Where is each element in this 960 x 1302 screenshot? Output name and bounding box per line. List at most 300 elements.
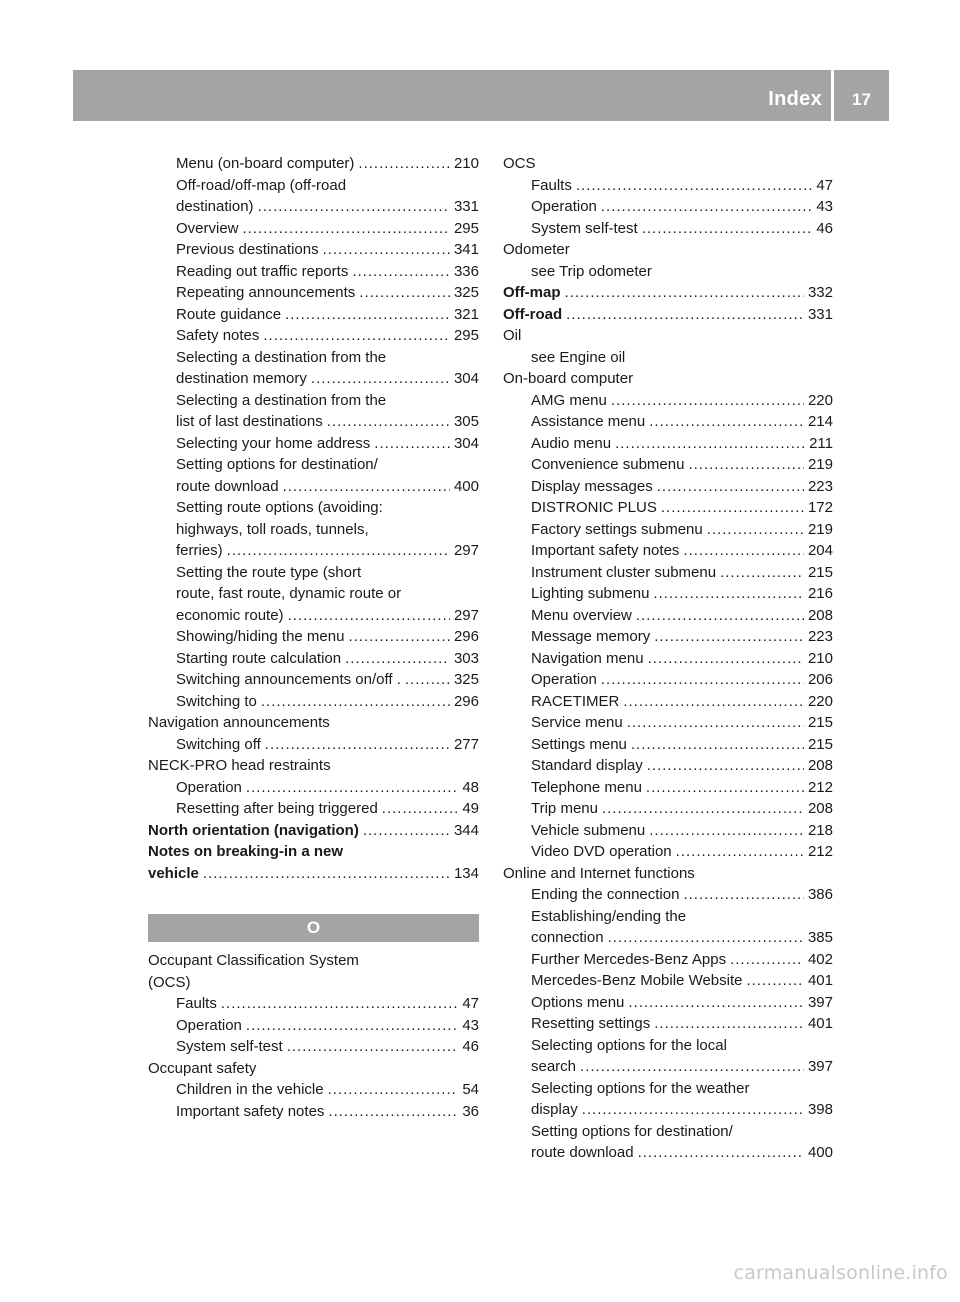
index-subentry[interactable] bbox=[148, 626, 479, 648]
leader-dots bbox=[683, 540, 804, 562]
index-subentry[interactable] bbox=[148, 218, 479, 240]
page-ref[interactable]: 214 bbox=[807, 413, 833, 430]
leader-dots bbox=[203, 863, 450, 885]
entry-text: Switching off bbox=[176, 735, 261, 753]
entry-text: Navigation menu bbox=[531, 649, 644, 667]
entry-text: Selecting your home address bbox=[176, 434, 371, 452]
index-subentry[interactable] bbox=[503, 218, 833, 240]
index-subentry[interactable] bbox=[503, 884, 833, 906]
entry-heading: vehicle bbox=[148, 864, 199, 882]
page-ref[interactable]: 219 bbox=[807, 520, 833, 538]
index-subentry[interactable] bbox=[148, 993, 479, 1015]
index-entry-line bbox=[176, 798, 479, 820]
entry-text: Important safety notes bbox=[176, 1102, 325, 1120]
index-subentry[interactable] bbox=[503, 1078, 833, 1121]
page-ref[interactable]: 48 bbox=[462, 778, 479, 796]
index-subentry[interactable] bbox=[503, 390, 833, 412]
page-ref[interactable]: 43 bbox=[462, 1016, 479, 1034]
entry-text: Reading out traffic reports bbox=[176, 262, 349, 280]
leader-dots bbox=[602, 798, 804, 820]
index-subentry[interactable] bbox=[503, 261, 833, 283]
index-subentry[interactable] bbox=[503, 433, 833, 455]
index-entry-line bbox=[531, 605, 833, 627]
index-main-entry[interactable] bbox=[148, 841, 479, 884]
index-subentry[interactable] bbox=[503, 605, 833, 627]
page-ref[interactable]: 304 bbox=[453, 434, 479, 452]
page-ref[interactable]: 296 bbox=[453, 628, 479, 645]
page-ref[interactable]: 325 bbox=[453, 671, 479, 688]
entry-text: Mercedes-Benz Mobile Website bbox=[531, 972, 743, 989]
index-subentry[interactable] bbox=[148, 347, 479, 390]
index-subentry[interactable] bbox=[148, 433, 479, 455]
entry-heading: Notes on breaking-in a new bbox=[148, 843, 344, 860]
index-column-left bbox=[148, 153, 479, 1122]
page-ref[interactable]: 295 bbox=[453, 327, 479, 344]
entry-text: Video DVD operation bbox=[531, 843, 672, 860]
entry-text: Menu (on-board computer) bbox=[176, 155, 355, 172]
page-ref[interactable]: 297 bbox=[453, 606, 479, 624]
entry-text: Setting the route type (short bbox=[176, 563, 362, 581]
index-entry-line bbox=[176, 648, 479, 670]
index-entry-line bbox=[531, 476, 833, 498]
entry-text: destination memory bbox=[176, 370, 307, 387]
index-subentry[interactable] bbox=[503, 175, 833, 197]
leader-dots bbox=[646, 777, 804, 799]
index-subentry[interactable] bbox=[148, 175, 479, 218]
index-entry-line bbox=[531, 949, 833, 971]
index-subentry[interactable] bbox=[503, 562, 833, 584]
index-entry-line bbox=[531, 1099, 833, 1121]
leader-dots bbox=[730, 949, 804, 971]
index-heading[interactable]: (OCS) bbox=[148, 973, 191, 991]
page-ref[interactable]: 210 bbox=[807, 649, 833, 667]
entry-text: Settings menu bbox=[531, 735, 627, 753]
page-ref[interactable]: 223 bbox=[807, 477, 833, 495]
page-ref[interactable]: 341 bbox=[453, 241, 479, 258]
index-entry-line bbox=[531, 1142, 833, 1164]
index-entry-line bbox=[176, 540, 479, 562]
index-subentry[interactable] bbox=[503, 626, 833, 648]
index-subentry[interactable] bbox=[148, 497, 479, 562]
leader-dots bbox=[374, 433, 450, 455]
page-ref[interactable]: 297 bbox=[453, 542, 479, 559]
entry-heading: Off-road bbox=[503, 305, 563, 323]
index-column-right bbox=[503, 153, 833, 1164]
page-ref[interactable]: 401 bbox=[807, 972, 833, 989]
page-ref[interactable]: 54 bbox=[462, 1081, 479, 1098]
entry-text: Audio menu bbox=[531, 434, 612, 452]
index-entry-line bbox=[531, 669, 833, 691]
index-subentry[interactable] bbox=[148, 734, 479, 756]
index-subentry[interactable] bbox=[148, 1079, 479, 1101]
index-entry-line bbox=[176, 1079, 479, 1101]
index-heading[interactable]: Oil bbox=[503, 327, 522, 344]
entry-text: see Engine oil bbox=[531, 348, 626, 366]
index-entry-line bbox=[531, 175, 833, 197]
page-ref[interactable]: 321 bbox=[453, 305, 479, 323]
page-ref[interactable]: 208 bbox=[807, 757, 833, 774]
entry-text: Operation bbox=[531, 198, 597, 215]
page-ref[interactable]: 219 bbox=[807, 456, 833, 473]
entry-text: Service menu bbox=[531, 714, 623, 731]
index-subentry[interactable] bbox=[148, 648, 479, 670]
leader-dots bbox=[676, 841, 804, 863]
entry-text: Setting options for destination/ bbox=[176, 456, 378, 473]
leader-dots bbox=[623, 691, 804, 713]
index-subentry[interactable] bbox=[503, 949, 833, 971]
page-ref[interactable]: 220 bbox=[807, 391, 833, 409]
index-subentry[interactable] bbox=[503, 992, 833, 1014]
index-entry-line bbox=[176, 691, 479, 713]
leader-dots bbox=[311, 368, 450, 390]
page-ref[interactable]: 220 bbox=[807, 692, 833, 710]
index-subentry[interactable] bbox=[503, 970, 833, 992]
index-entry-line bbox=[176, 476, 479, 498]
entry-text: Overview bbox=[176, 219, 239, 237]
page-ref[interactable]: 325 bbox=[453, 284, 479, 301]
page-number: 17 bbox=[852, 90, 871, 109]
leader-dots bbox=[352, 261, 450, 283]
page-ref[interactable]: 397 bbox=[807, 993, 833, 1011]
index-subentry[interactable] bbox=[148, 261, 479, 283]
index-subentry[interactable] bbox=[148, 282, 479, 304]
index-entry-line bbox=[531, 691, 833, 713]
leader-dots bbox=[649, 411, 804, 433]
index-subentry[interactable] bbox=[148, 390, 479, 433]
entry-text: Showing/hiding the menu bbox=[176, 628, 345, 645]
entry-text: route, fast route, dynamic route or bbox=[176, 585, 402, 602]
page-ref[interactable]: 303 bbox=[453, 649, 479, 667]
entry-text: destination) bbox=[176, 198, 254, 215]
index-heading[interactable]: OCS bbox=[503, 155, 536, 172]
page-ref[interactable]: 223 bbox=[807, 628, 833, 645]
leader-dots bbox=[283, 476, 450, 498]
leader-dots bbox=[638, 1142, 804, 1164]
index-entry-line bbox=[176, 218, 479, 240]
page-ref[interactable]: 47 bbox=[816, 176, 833, 194]
index-entry-line bbox=[531, 497, 833, 519]
leader-dots bbox=[720, 562, 804, 584]
leader-dots bbox=[328, 1079, 459, 1101]
index-entry-line bbox=[531, 884, 833, 906]
index-subentry[interactable] bbox=[503, 347, 833, 369]
index-entry-line bbox=[531, 562, 833, 584]
leader-dots bbox=[601, 669, 804, 691]
index-subentry[interactable] bbox=[503, 820, 833, 842]
leader-dots bbox=[327, 411, 450, 433]
index-subentry[interactable] bbox=[503, 1013, 833, 1035]
leader-dots bbox=[580, 1056, 804, 1078]
index-heading[interactable]: Online and Internet functions bbox=[503, 864, 695, 882]
leader-dots bbox=[649, 820, 804, 842]
index-entry-line bbox=[176, 605, 479, 627]
entry-text: AMG menu bbox=[531, 391, 607, 409]
index-subentry[interactable] bbox=[503, 691, 833, 713]
page-ref[interactable]: 204 bbox=[807, 542, 833, 559]
entry-text: Standard display bbox=[531, 757, 643, 774]
index-heading[interactable]: NECK-PRO head restraints bbox=[148, 757, 331, 774]
index-subentry[interactable] bbox=[148, 777, 479, 799]
index-subentry[interactable] bbox=[503, 196, 833, 218]
index-entry-line bbox=[176, 993, 479, 1015]
index-subentry[interactable] bbox=[148, 691, 479, 713]
index-heading[interactable]: Occupant Classification System bbox=[148, 952, 359, 969]
index-entry-line bbox=[531, 196, 833, 218]
index-entry-line bbox=[176, 734, 479, 756]
page-ref[interactable]: 385 bbox=[807, 929, 833, 946]
entry-text: ferries) bbox=[176, 542, 223, 559]
entry-text: highways, toll roads, tunnels, bbox=[176, 520, 369, 538]
index-entry-line bbox=[176, 304, 479, 326]
index-entry-line bbox=[531, 712, 833, 734]
index-subentry[interactable] bbox=[148, 1015, 479, 1037]
leader-dots bbox=[654, 626, 804, 648]
leader-dots bbox=[243, 218, 450, 240]
index-subentry[interactable] bbox=[503, 755, 833, 777]
page-ref[interactable]: 397 bbox=[807, 1058, 833, 1075]
index-subentry[interactable] bbox=[503, 583, 833, 605]
index-subentry[interactable] bbox=[503, 798, 833, 820]
page-ref[interactable]: 401 bbox=[807, 1015, 833, 1032]
page-ref[interactable]: 134 bbox=[453, 864, 479, 882]
entry-text: Setting route options (avoiding: bbox=[176, 499, 383, 516]
entry-text: Instrument cluster submenu bbox=[531, 563, 717, 581]
index-main-entry[interactable] bbox=[148, 820, 479, 842]
page-ref[interactable]: 400 bbox=[453, 477, 479, 495]
page-ref[interactable]: 210 bbox=[453, 155, 479, 172]
index-subentry[interactable] bbox=[148, 454, 479, 497]
page-ref[interactable]: 277 bbox=[453, 735, 479, 753]
page-ref[interactable]: 212 bbox=[807, 843, 833, 860]
index-entry-line bbox=[176, 153, 479, 175]
page-ref[interactable]: 208 bbox=[807, 800, 833, 817]
leader-dots bbox=[382, 798, 459, 820]
entry-text: System self-test bbox=[176, 1038, 283, 1055]
index-heading[interactable]: Navigation announcements bbox=[148, 714, 330, 731]
leader-dots bbox=[653, 583, 804, 605]
page-ref[interactable]: 49 bbox=[462, 800, 479, 817]
index-entry-line bbox=[176, 669, 479, 691]
entry-text: Operation bbox=[176, 1016, 242, 1034]
page-ref[interactable]: 212 bbox=[807, 778, 833, 796]
leader-dots bbox=[323, 239, 450, 261]
index-subentry[interactable] bbox=[503, 497, 833, 519]
leader-dots bbox=[565, 282, 804, 304]
leader-dots bbox=[654, 1013, 804, 1035]
entry-text: Menu overview bbox=[531, 606, 632, 624]
index-entry-line bbox=[531, 841, 833, 863]
index-entry-line bbox=[531, 519, 833, 541]
entry-text: Setting options for destination/ bbox=[531, 1122, 733, 1140]
leader-dots bbox=[288, 605, 450, 627]
entry-text: Selecting a destination from the bbox=[176, 391, 387, 409]
page-ref[interactable]: 46 bbox=[462, 1038, 479, 1055]
entry-text: Resetting settings bbox=[531, 1015, 651, 1032]
page-title: Index bbox=[768, 88, 822, 110]
index-subentry[interactable] bbox=[503, 476, 833, 498]
entry-text: Display messages bbox=[531, 477, 653, 495]
page-ref[interactable]: 46 bbox=[816, 219, 833, 237]
index-entry-line bbox=[176, 777, 479, 799]
index-subentry[interactable] bbox=[503, 1035, 833, 1078]
page-ref[interactable]: 296 bbox=[453, 692, 479, 710]
page-ref[interactable]: 206 bbox=[807, 671, 833, 688]
page-ref[interactable]: 211 bbox=[809, 434, 833, 452]
index-subentry[interactable] bbox=[503, 734, 833, 756]
index-subentry[interactable] bbox=[148, 304, 479, 326]
index-entry-line bbox=[176, 626, 479, 648]
entry-text: Route guidance bbox=[176, 305, 282, 323]
page-ref[interactable]: 43 bbox=[816, 198, 833, 215]
index-entry-line bbox=[176, 239, 479, 261]
index-entry-line bbox=[176, 368, 479, 390]
leader-dots bbox=[265, 734, 450, 756]
page-ref[interactable]: 331 bbox=[453, 198, 479, 215]
index-subentry[interactable] bbox=[148, 1036, 479, 1058]
index-entry-line bbox=[176, 411, 479, 433]
index-entry-line bbox=[176, 1036, 479, 1058]
index-subentry[interactable] bbox=[148, 669, 479, 691]
leader-dots bbox=[615, 433, 805, 455]
leader-dots bbox=[647, 755, 804, 777]
entry-text: list of last destinations bbox=[176, 413, 323, 430]
page-ref[interactable]: 295 bbox=[453, 219, 479, 237]
page-ref[interactable]: 400 bbox=[807, 1144, 833, 1161]
page-ref[interactable]: 215 bbox=[807, 735, 833, 753]
page-ref[interactable]: 305 bbox=[453, 413, 479, 430]
index-entry-line bbox=[176, 1015, 479, 1037]
entry-text: Establishing/ending the bbox=[531, 907, 687, 925]
leader-dots bbox=[227, 540, 450, 562]
index-subentry[interactable] bbox=[503, 906, 833, 949]
index-entry-line bbox=[176, 1101, 479, 1123]
index-entry-line bbox=[176, 261, 479, 283]
page-ref[interactable]: 47 bbox=[462, 995, 479, 1012]
leader-dots bbox=[683, 884, 804, 906]
page-ref[interactable]: 398 bbox=[807, 1101, 833, 1118]
page-ref[interactable]: 402 bbox=[807, 950, 833, 968]
entry-text: Switching announcements on/off . bbox=[176, 671, 401, 688]
index-heading[interactable]: Occupant safety bbox=[148, 1059, 257, 1077]
leader-dots bbox=[707, 519, 804, 541]
index-entry-line bbox=[531, 540, 833, 562]
index-subentry[interactable] bbox=[503, 411, 833, 433]
index-entry-line bbox=[531, 1013, 833, 1035]
index-entry-line bbox=[176, 282, 479, 304]
entry-text: Selecting options for the local bbox=[531, 1036, 727, 1054]
index-main-entry[interactable] bbox=[503, 304, 833, 326]
entry-text: Selecting options for the weather bbox=[531, 1079, 750, 1097]
page-ref[interactable]: 172 bbox=[807, 499, 833, 516]
leader-dots bbox=[261, 691, 450, 713]
page-ref[interactable]: 332 bbox=[807, 284, 833, 301]
index-subentry[interactable] bbox=[148, 239, 479, 261]
index-subentry[interactable] bbox=[148, 153, 479, 175]
page-ref[interactable]: 304 bbox=[453, 370, 479, 387]
index-entry-line bbox=[531, 626, 833, 648]
leader-dots bbox=[258, 196, 450, 218]
entry-text: Ending the connection bbox=[531, 886, 680, 903]
header-bar bbox=[73, 70, 889, 121]
index-entry-line bbox=[531, 777, 833, 799]
index-heading[interactable]: On-board computer bbox=[503, 370, 634, 387]
page-ref[interactable]: 331 bbox=[807, 305, 833, 323]
index-subentry[interactable] bbox=[503, 1121, 833, 1164]
index-subentry[interactable] bbox=[148, 325, 479, 347]
entry-text: Telephone menu bbox=[531, 778, 642, 796]
page-ref[interactable]: 216 bbox=[807, 585, 833, 602]
page-ref[interactable]: 344 bbox=[453, 821, 479, 839]
page-ref[interactable]: 208 bbox=[807, 606, 833, 624]
index-subentry[interactable] bbox=[503, 712, 833, 734]
entry-text: Further Mercedes-Benz Apps bbox=[531, 950, 727, 968]
index-entry-line bbox=[176, 433, 479, 455]
entry-text: Important safety notes bbox=[531, 542, 680, 559]
page-ref[interactable]: 36 bbox=[462, 1102, 479, 1120]
entry-text: Switching to bbox=[176, 692, 257, 710]
index-subentry[interactable] bbox=[503, 777, 833, 799]
index-entry-line bbox=[531, 454, 833, 476]
entry-text: Factory settings submenu bbox=[531, 520, 703, 538]
index-subentry[interactable] bbox=[503, 841, 833, 863]
leader-dots bbox=[688, 454, 804, 476]
index-subentry[interactable] bbox=[503, 648, 833, 670]
index-subentry[interactable] bbox=[148, 562, 479, 627]
entry-text: Faults bbox=[176, 995, 217, 1012]
entry-text: System self-test bbox=[531, 219, 638, 237]
page-ref[interactable]: 336 bbox=[453, 262, 479, 280]
leader-dots bbox=[648, 648, 804, 670]
index-heading[interactable]: Odometer bbox=[503, 241, 570, 258]
page-ref[interactable]: 215 bbox=[807, 714, 833, 731]
entry-text: Operation bbox=[531, 671, 597, 688]
leader-dots bbox=[405, 669, 450, 691]
index-entry-line bbox=[531, 734, 833, 756]
entry-text: Resetting after being triggered bbox=[176, 800, 378, 817]
leader-dots bbox=[358, 153, 450, 175]
entry-text: Lighting submenu bbox=[531, 585, 650, 602]
leader-dots bbox=[576, 175, 812, 197]
index-entry-line bbox=[531, 433, 833, 455]
page-ref[interactable]: 218 bbox=[807, 821, 833, 839]
index-subentry[interactable] bbox=[503, 519, 833, 541]
index-entry-line bbox=[503, 304, 833, 326]
index-main-entry[interactable] bbox=[503, 282, 833, 304]
section-letter-bar bbox=[148, 914, 479, 942]
page-ref[interactable]: 386 bbox=[807, 886, 833, 903]
index-entry-line bbox=[503, 282, 833, 304]
index-subentry[interactable] bbox=[503, 669, 833, 691]
entry-heading: North orientation (navigation) bbox=[148, 821, 359, 839]
page-ref[interactable]: 215 bbox=[807, 563, 833, 581]
index-subentry[interactable] bbox=[503, 454, 833, 476]
leader-dots bbox=[359, 282, 450, 304]
index-subentry[interactable] bbox=[503, 540, 833, 562]
leader-dots bbox=[601, 196, 812, 218]
section-letter: O bbox=[306, 918, 321, 937]
index-entry-line bbox=[531, 798, 833, 820]
watermark: carmanualsonline.info bbox=[733, 1262, 948, 1284]
index-subentry[interactable] bbox=[148, 1101, 479, 1123]
leader-dots bbox=[628, 992, 804, 1014]
leader-dots bbox=[246, 1015, 458, 1037]
leader-dots bbox=[246, 777, 458, 799]
index-entry-line bbox=[148, 820, 479, 842]
entry-text: see Trip odometer bbox=[531, 262, 652, 280]
index-subentry[interactable] bbox=[148, 798, 479, 820]
entry-heading: Off-map bbox=[503, 284, 561, 301]
entry-text: Children in the vehicle bbox=[176, 1081, 324, 1098]
